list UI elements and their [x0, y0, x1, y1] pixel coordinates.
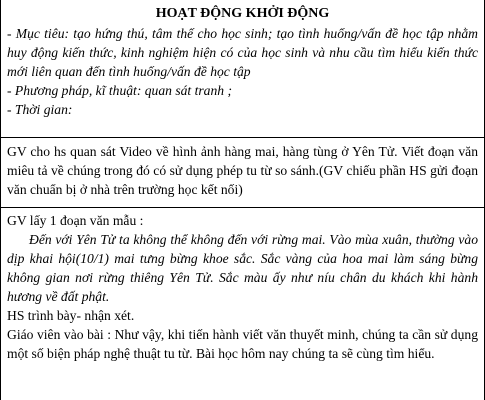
section-title: HOẠT ĐỘNG KHỞI ĐỘNG	[155, 6, 330, 21]
time-text: - Thời gian:	[7, 102, 73, 117]
method-text: - Phương pháp, kĩ thuật: quan sát tranh ;	[7, 83, 232, 98]
task-cell	[1, 138, 484, 208]
warmup-objectives-cell	[1, 0, 484, 138]
sample-intro-text: GV lấy 1 đoạn văn mẫu :	[7, 213, 144, 228]
sample-paragraph-text: Đến với Yên Tử ta không thể không đến với rừng mai. Vào mùa xuân, thường vào dịp khai hội(10/1) mai tưng bừng khoe sắc. Sắc vàng của hoa mai làm sáng bừng không gian nơi rừng thiêng Yên Tử. Sắc màu ấy như níu chân du khách khi hành hương về đất phật.	[7, 232, 478, 304]
teacher-conclusion-text: Giáo viên vào bài : Như vậy, khi tiến hành viết văn thuyết minh, chúng ta cần sử dụng một số biện pháp nghệ thuật tu từ. Bài học hôm nay chúng ta sẽ cùng tìm hiểu.	[7, 327, 478, 361]
task-text: GV cho hs quan sát Video về hình ảnh hàng mai, hàng tùng ở Yên Tử. Viết đoạn văn miêu tả về chúng trong đó có sử dụng phép tu từ so sánh.(GV chiếu phần HS gửi đoạn văn chuẩn bị ở nhà trên trường học kết nối)	[7, 144, 478, 197]
objective-text: - Mục tiêu: tạo hứng thú, tâm thế cho học sinh; tạo tình huống/vấn đề học tập nhằm huy động kiến thức, kinh nghiệm hiện có của học sinh và nhu cầu tìm hiểu kiến thức mới liên quan đến tình huống/vấn đề học tập	[7, 26, 478, 79]
student-activity-text: HS trình bày- nhận xét.	[7, 308, 135, 323]
sample-paragraph-cell	[1, 208, 484, 400]
